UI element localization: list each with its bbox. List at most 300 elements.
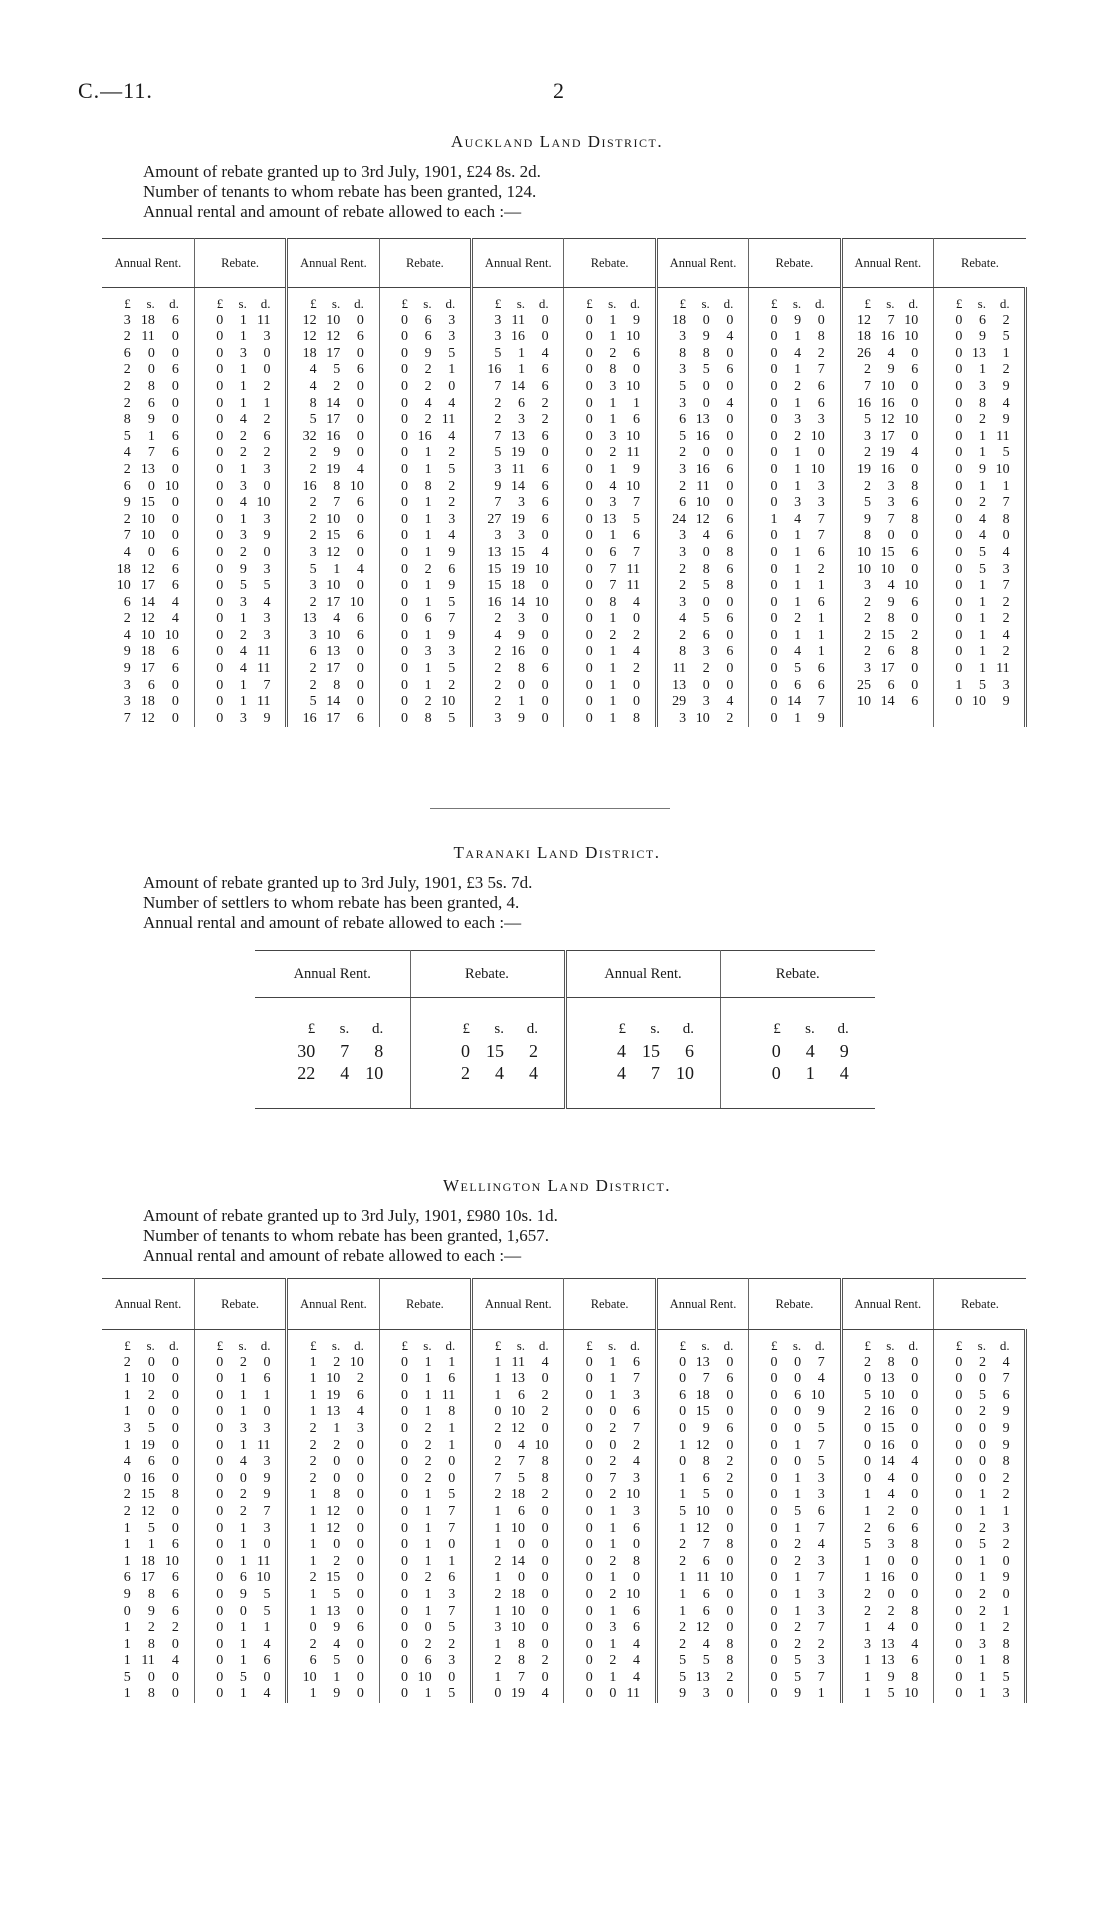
amount-cell: 0: [123, 1470, 131, 1486]
amount-cell: 6: [702, 1553, 710, 1569]
amount-cell: 10: [326, 312, 341, 328]
table-row: [380, 1521, 470, 1538]
amount-cell: 1: [239, 1437, 247, 1453]
amount-cell: 10: [695, 710, 710, 726]
table-row: [195, 462, 285, 479]
amount-cell: 11: [256, 694, 271, 710]
amount-cell: 8: [333, 478, 341, 494]
table-row: [288, 1620, 378, 1637]
table-row: [658, 362, 748, 379]
table-row: [288, 1637, 378, 1654]
amount-cell: 0: [609, 1437, 617, 1453]
amount-cell: 8: [541, 1470, 549, 1486]
amount-cell: 7: [494, 495, 502, 511]
unit-label: d.: [908, 1338, 919, 1353]
table-row: [288, 429, 378, 446]
table-row: [473, 1355, 563, 1372]
amount-cell: 12: [140, 710, 155, 726]
column-header: Rebate.: [564, 239, 656, 288]
amount-cell: 8: [1002, 1454, 1010, 1470]
amount-cell: 10: [880, 1387, 895, 1403]
amount-cell: 2: [448, 445, 456, 461]
unit-label: £: [586, 296, 593, 311]
amount-cell: 9: [1002, 1420, 1010, 1436]
table-row: [288, 694, 378, 711]
amount-cell: 6: [424, 329, 432, 345]
amount-cell: 4: [356, 561, 364, 577]
amount-cell: 26: [856, 345, 871, 361]
amount-cell: 0: [863, 1371, 871, 1387]
amount-cell: 0: [702, 594, 710, 610]
table-row: [380, 313, 470, 330]
amount-cell: 6: [448, 1371, 456, 1387]
table-row: [102, 1653, 194, 1670]
table-row: [195, 1421, 285, 1438]
table-row: [934, 1438, 1024, 1455]
amount-cell: 0: [955, 594, 963, 610]
amount-cell: 2: [609, 1487, 617, 1503]
amount-cell: 1: [679, 1586, 687, 1602]
amount-cell: 0: [726, 1520, 734, 1536]
amount-cell: 9: [633, 312, 641, 328]
table-row: [658, 595, 748, 612]
amount-cell: 7: [887, 312, 895, 328]
amount-cell: 5: [978, 1537, 986, 1553]
table-row: [934, 595, 1024, 612]
amount-cell: 6: [911, 594, 919, 610]
amount-cell: 8: [309, 395, 317, 411]
unit-label: s.: [608, 1338, 617, 1353]
amount-cell: 7: [817, 1354, 825, 1370]
amount-cell: 0: [585, 1404, 593, 1420]
table-row: [380, 1670, 470, 1687]
amount-cell: 9: [863, 511, 871, 527]
amount-cell: 0: [400, 1487, 408, 1503]
table-row: [749, 1587, 839, 1604]
amount-cell: 0: [585, 1470, 593, 1486]
amount-cell: 0: [955, 1603, 963, 1619]
amount-cell: 4: [633, 1653, 641, 1669]
amount-cell: 9: [887, 362, 895, 378]
table-row: [749, 711, 839, 728]
amount-cell: 9: [518, 627, 525, 643]
amount-cell: 0: [585, 1354, 593, 1370]
amount-cell: 19: [856, 461, 871, 477]
table-row: [102, 1670, 194, 1687]
amount-cell: 0: [585, 1454, 593, 1470]
page-number: 2: [553, 78, 564, 103]
table-row: [102, 1604, 194, 1621]
amount-cell: 2: [123, 1354, 131, 1370]
amount-cell: 8: [147, 378, 155, 394]
amount-cell: 0: [356, 1520, 364, 1536]
amount-cell: 1: [794, 1437, 802, 1453]
amount-cell: 0: [770, 378, 778, 394]
amount-cell: 1: [239, 395, 247, 411]
table-column: [564, 288, 656, 728]
column-header: Rebate.: [749, 1279, 841, 1330]
table-column: [379, 288, 471, 728]
table-row: [843, 1471, 933, 1488]
amount-cell: 0: [494, 1437, 502, 1453]
table-row: [288, 562, 378, 579]
amount-cell: 13: [487, 544, 502, 560]
amount-cell: 6: [794, 1387, 802, 1403]
unit-row: [473, 296, 563, 313]
table-row: [564, 1653, 654, 1670]
amount-cell: 0: [356, 1603, 364, 1619]
amount-cell: 7: [518, 1454, 525, 1470]
amount-cell: 0: [770, 1371, 778, 1387]
unit-label: £: [955, 1338, 963, 1353]
amount-cell: 0: [216, 1520, 224, 1536]
table-column: [934, 288, 1026, 728]
amount-cell: 2: [679, 1636, 687, 1652]
amount-cell: 0: [400, 694, 408, 710]
amount-cell: 0: [585, 312, 593, 328]
amount-cell: 0: [147, 544, 155, 560]
table-row: [102, 396, 194, 413]
amount-cell: 0: [216, 1371, 224, 1387]
amount-cell: 6: [171, 578, 179, 594]
table-row: [658, 495, 748, 512]
amount-cell: 0: [770, 561, 778, 577]
amount-cell: 0: [585, 345, 593, 361]
amount-cell: 0: [911, 1503, 919, 1519]
amount-cell: 0: [216, 710, 224, 726]
amount-cell: 2: [541, 412, 549, 428]
table-row: [380, 678, 470, 695]
table-column: [472, 1330, 564, 1704]
unit-label: £: [310, 296, 317, 311]
amount-cell: 0: [585, 412, 593, 428]
table-row: [934, 694, 1024, 711]
amount-cell: 0: [955, 644, 963, 660]
amount-cell: 13: [672, 677, 687, 693]
amount-cell: 16: [326, 428, 341, 444]
unit-row: [934, 296, 1024, 313]
amount-cell: 0: [770, 495, 778, 511]
amount-cell: 8: [726, 1653, 734, 1669]
amount-cell: 0: [518, 1570, 525, 1586]
amount-cell: 6: [309, 1653, 317, 1669]
amount-cell: 0: [400, 544, 408, 560]
amount-cell: 0: [770, 1586, 778, 1602]
amount-cell: 9: [448, 627, 456, 643]
table-row: [380, 479, 470, 496]
amount-cell: 9: [123, 495, 131, 511]
amount-cell: 6: [356, 710, 364, 726]
amount-cell: 4: [978, 511, 986, 527]
amount-cell: 1: [239, 694, 247, 710]
table-row: [473, 1670, 563, 1687]
amount-cell: 0: [978, 1371, 986, 1387]
amount-cell: 1: [424, 627, 432, 643]
amount-cell: 11: [141, 329, 155, 345]
amount-cell: 1: [609, 694, 617, 710]
amount-cell: 3: [679, 544, 687, 560]
amount-cell: 1: [123, 1653, 131, 1669]
table-row: [288, 1421, 378, 1438]
table-row: [473, 711, 563, 728]
amount-cell: 2: [609, 1420, 617, 1436]
amount-cell: 0: [216, 627, 224, 643]
amount-cell: 1: [794, 461, 802, 477]
amount-cell: 1: [494, 1371, 502, 1387]
amount-cell: 4: [633, 1454, 641, 1470]
amount-cell: 10: [626, 478, 641, 494]
amount-cell: 6: [518, 395, 525, 411]
table-row: [288, 578, 378, 595]
amount-cell: 0: [263, 478, 271, 494]
amount-cell: 6: [978, 312, 986, 328]
unit-row: [658, 1338, 748, 1355]
table-row: [473, 1471, 563, 1488]
table-row: [934, 1371, 1024, 1388]
amount-cell: 9: [887, 1669, 895, 1685]
amount-cell: 0: [400, 1570, 408, 1586]
amount-cell: 0: [726, 1620, 734, 1636]
amount-cell: 25: [856, 677, 871, 693]
amount-cell: 4: [609, 478, 617, 494]
amount-cell: 1: [679, 1520, 687, 1536]
amount-cell: 0: [770, 1437, 778, 1453]
amount-cell: 5: [794, 1669, 802, 1685]
amount-cell: 2: [679, 1553, 687, 1569]
amount-cell: 12: [856, 312, 871, 328]
amount-cell: 6: [817, 594, 825, 610]
amount-cell: 0: [585, 528, 593, 544]
amount-cell: 0: [356, 1570, 364, 1586]
amount-cell: 1: [794, 1470, 802, 1486]
table-row: [195, 412, 285, 429]
table-row: [288, 528, 378, 545]
table-row: [473, 329, 563, 346]
amount-cell: 16: [695, 428, 710, 444]
amount-cell: 0: [216, 1553, 224, 1569]
table-row: [380, 512, 470, 529]
amount-cell: 0: [955, 1586, 963, 1602]
amount-cell: 9: [448, 544, 456, 560]
amount-cell: 2: [887, 1503, 895, 1519]
table-row: [749, 462, 839, 479]
unit-row: [195, 296, 285, 313]
amount-cell: 0: [356, 578, 364, 594]
amount-cell: 0: [541, 694, 549, 710]
amount-cell: 18: [695, 1387, 710, 1403]
table-column: [102, 1330, 194, 1704]
amount-cell: 11: [696, 1570, 710, 1586]
amount-cell: 6: [911, 1653, 919, 1669]
amount-cell: 11: [441, 412, 456, 428]
table-column: [287, 288, 379, 728]
table-row: [749, 628, 839, 645]
amount-cell: 5: [239, 1669, 247, 1685]
table-row: [288, 1454, 378, 1471]
amount-cell: 10: [626, 378, 641, 394]
amount-cell: 16: [856, 395, 871, 411]
amount-cell: 2: [333, 1437, 341, 1453]
amount-cell: 0: [400, 677, 408, 693]
table-row: [843, 678, 933, 695]
unit-label: s.: [423, 1338, 432, 1353]
amount-cell: 1: [794, 478, 802, 494]
amount-cell: 1: [609, 412, 617, 428]
unit-label: £: [955, 296, 963, 311]
table-row: [195, 1554, 285, 1571]
amount-cell: 0: [216, 412, 224, 428]
amount-cell: 10: [695, 1503, 710, 1519]
amount-cell: 0: [400, 1503, 408, 1519]
table-row: [380, 1653, 470, 1670]
amount-cell: 3: [263, 611, 271, 627]
amount-cell: 7: [651, 1063, 660, 1083]
table-row: [749, 1404, 839, 1421]
amount-cell: 0: [770, 1470, 778, 1486]
amount-cell: 8: [171, 1487, 179, 1503]
amount-cell: 0: [955, 1653, 963, 1669]
amount-cell: 10: [365, 1063, 384, 1083]
amount-cell: 0: [356, 345, 364, 361]
amount-cell: 2: [1002, 1620, 1010, 1636]
amount-cell: 2: [448, 677, 456, 693]
table-row: [564, 1587, 654, 1604]
amount-cell: 18: [116, 561, 131, 577]
amount-cell: 6: [794, 677, 802, 693]
amount-cell: 1: [794, 395, 802, 411]
amount-cell: 9: [1002, 1570, 1010, 1586]
amount-cell: 1: [424, 1520, 432, 1536]
amount-cell: 0: [794, 1354, 802, 1370]
table-row: [288, 1554, 378, 1571]
amount-cell: 1: [863, 1653, 871, 1669]
amount-cell: 16: [880, 1437, 895, 1453]
amount-cell: 6: [726, 644, 734, 660]
amount-cell: 0: [585, 362, 593, 378]
table-row: [749, 512, 839, 529]
table-row: [288, 512, 378, 529]
amount-cell: 8: [147, 1586, 155, 1602]
table-row: [195, 495, 285, 512]
amount-cell: 0: [955, 445, 963, 461]
amount-cell: 0: [356, 544, 364, 560]
amount-cell: 14: [511, 594, 525, 610]
amount-cell: 3: [633, 1387, 641, 1403]
unit-row: [288, 1338, 378, 1355]
table-row: [102, 628, 194, 645]
amount-cell: 1: [679, 1470, 687, 1486]
amount-cell: 0: [356, 1487, 364, 1503]
amount-cell: 7: [1002, 495, 1010, 511]
amount-cell: 0: [911, 1354, 919, 1370]
amount-cell: 0: [171, 1371, 179, 1387]
amount-cell: 3: [609, 1620, 617, 1636]
amount-cell: 0: [400, 1603, 408, 1619]
amount-cell: 5: [263, 578, 271, 594]
table-row: [102, 329, 194, 346]
table-column: [194, 1330, 286, 1704]
amount-cell: 7: [817, 511, 825, 527]
amount-cell: 0: [216, 611, 224, 627]
column-header: Annual Rent.: [287, 239, 379, 288]
amount-cell: 11: [511, 1354, 525, 1370]
amount-cell: 0: [216, 561, 224, 577]
table-row: [658, 578, 748, 595]
table-row: [288, 661, 378, 678]
amount-cell: 0: [356, 445, 364, 461]
amount-cell: 1: [239, 378, 247, 394]
table-row: [934, 1421, 1024, 1438]
amount-cell: 0: [216, 1420, 224, 1436]
table-row: [749, 379, 839, 396]
table-row: [473, 1686, 563, 1703]
amount-cell: 1: [817, 1686, 825, 1702]
amount-cell: 6: [726, 461, 734, 477]
amount-cell: 2: [239, 627, 247, 643]
table-row: [658, 379, 748, 396]
table-row: [473, 1637, 563, 1654]
unit-row: [380, 296, 470, 313]
amount-cell: 10: [417, 1669, 432, 1685]
table-row: [380, 694, 470, 711]
amount-cell: 1: [239, 1653, 247, 1669]
amount-cell: 0: [585, 378, 593, 394]
amount-cell: 5: [448, 1487, 456, 1503]
amount-cell: 1: [123, 1437, 131, 1453]
amount-cell: 5: [1002, 329, 1010, 345]
amount-cell: 7: [817, 1570, 825, 1586]
amount-cell: 0: [400, 1454, 408, 1470]
amount-cell: 9: [817, 1404, 825, 1420]
table-row: [564, 628, 654, 645]
table-row: [564, 329, 654, 346]
amount-cell: 7: [863, 378, 871, 394]
amount-cell: 0: [216, 312, 224, 328]
table-column: [287, 1330, 379, 1704]
table-row: [102, 1471, 194, 1488]
amount-cell: 3: [633, 1503, 641, 1519]
amount-cell: 7: [817, 694, 825, 710]
amount-cell: 4: [794, 644, 802, 660]
table-row: [749, 1355, 839, 1372]
amount-cell: 4: [1002, 1354, 1010, 1370]
table-row: [658, 1355, 748, 1372]
amount-cell: 1: [679, 1437, 687, 1453]
amount-cell: 0: [216, 345, 224, 361]
amount-cell: 1: [424, 1586, 432, 1602]
amount-cell: 16: [417, 428, 432, 444]
amount-cell: 4: [424, 395, 432, 411]
amount-cell: 0: [400, 329, 408, 345]
amount-cell: 3: [679, 329, 687, 345]
table-row: [473, 1570, 563, 1587]
table-row: [658, 661, 748, 678]
table-row: [934, 611, 1024, 628]
table-row: [380, 1537, 470, 1554]
table-row: [380, 545, 470, 562]
table-row: [564, 362, 654, 379]
amount-cell: 9: [147, 1603, 155, 1619]
amount-cell: 7: [123, 528, 131, 544]
amount-cell: 0: [770, 412, 778, 428]
unit-label: s.: [792, 296, 802, 311]
amount-cell: 1: [239, 611, 247, 627]
table-row: [473, 396, 563, 413]
amount-cell: 16: [511, 644, 525, 660]
amount-cell: 9: [817, 710, 825, 726]
amount-cell: 4: [1002, 544, 1010, 560]
table-row: [749, 346, 839, 363]
